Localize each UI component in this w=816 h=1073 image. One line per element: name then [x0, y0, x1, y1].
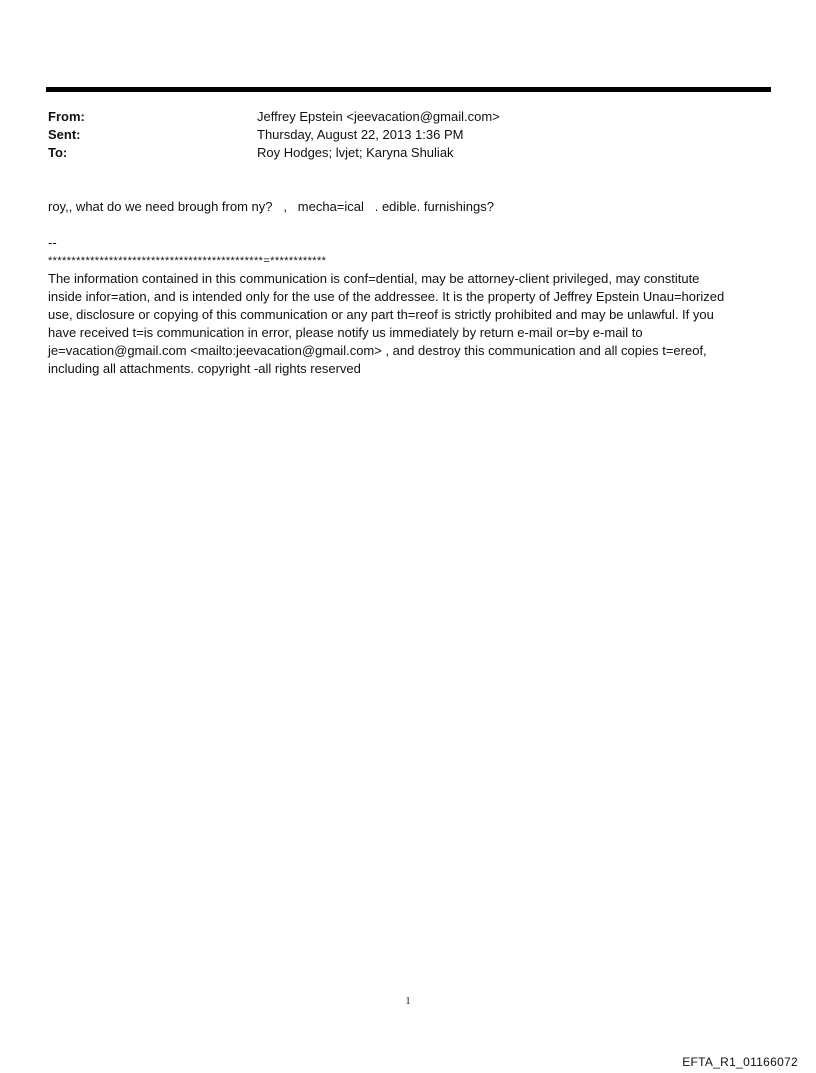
- from-label: From:: [48, 109, 85, 124]
- disclaimer: [48, 270, 772, 378]
- page-number: 1: [405, 996, 411, 1007]
- disclaimer-line: use, disclosure or copying of this communication or any part th=reof is strictly prohibited and may be unlawful. If you: [48, 307, 714, 322]
- sent-label: Sent:: [48, 127, 81, 142]
- message-body: roy,, what do we need brough from ny? , mecha=ical . edible. furnishings?: [48, 199, 494, 214]
- disclaimer-line: je=vacation@gmail.com <mailto:jeevacation@gmail.com> , and destroy this communication and all copies t=ereof,: [48, 343, 707, 358]
- sent-value: Thursday, August 22, 2013 1:36 PM: [257, 127, 464, 142]
- signature-block: [48, 234, 772, 378]
- disclaimer-line: including all attachments. copyright -all rights reserved: [48, 361, 361, 376]
- sent-row: [48, 126, 768, 144]
- document-id: EFTA_R1_01166072: [682, 1055, 798, 1069]
- to-value: Roy Hodges; lvjet; Karyna Shuliak: [257, 145, 454, 160]
- email-header: [48, 108, 768, 162]
- from-row: [48, 108, 768, 126]
- to-row: [48, 144, 768, 162]
- from-value: Jeffrey Epstein <jeevacation@gmail.com>: [257, 109, 500, 124]
- signature-dash: --: [48, 235, 57, 250]
- signature-stars: **********************************************=************: [48, 255, 327, 267]
- disclaimer-line: The information contained in this communication is conf=dential, may be attorney-client privileged, may constitute: [48, 271, 700, 286]
- disclaimer-line: inside infor=ation, and is intended only for the use of the addressee. It is the property of Jeffrey Epstein Unau=horized: [48, 289, 725, 304]
- disclaimer-line: have received t=is communication in error, please notify us immediately by return e-mail or=by e-mail to: [48, 325, 643, 340]
- header-rule: [46, 87, 771, 92]
- to-label: To:: [48, 145, 68, 160]
